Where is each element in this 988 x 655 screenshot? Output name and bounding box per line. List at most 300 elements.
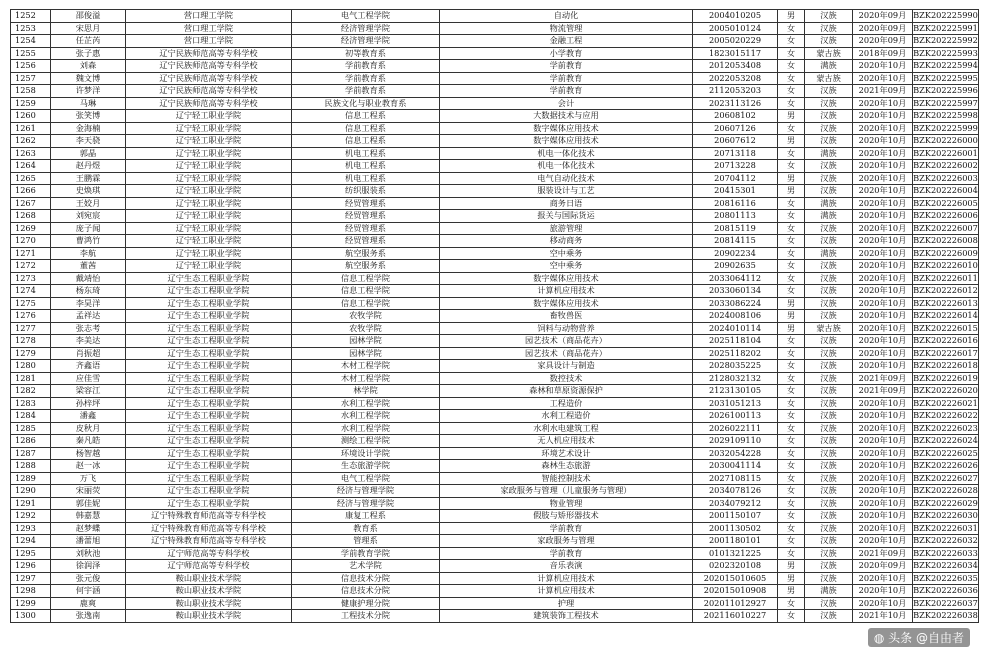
cell-enroll-date: 2020年10月 bbox=[853, 360, 913, 373]
cell-college: 经济与管理学院 bbox=[292, 485, 440, 498]
cell-enroll-date: 2020年10月 bbox=[853, 60, 913, 73]
cell-student-id: 2001180101 bbox=[693, 535, 778, 548]
cell-name: 张逸南 bbox=[51, 610, 126, 623]
table-row bbox=[11, 222, 979, 235]
cell-student-id: 202116010227 bbox=[693, 610, 778, 623]
cell-ethnicity: 满族 bbox=[805, 147, 853, 160]
cell-enroll-date: 2021年09月 bbox=[853, 547, 913, 560]
cell-gender: 女 bbox=[778, 260, 805, 273]
cell-school: 辽宁生态工程职业学院 bbox=[126, 360, 292, 373]
cell-ethnicity: 汉族 bbox=[805, 85, 853, 98]
cell-gender: 女 bbox=[778, 485, 805, 498]
cell-student-id: 2005010124 bbox=[693, 22, 778, 35]
cell-college: 初等教育系 bbox=[292, 47, 440, 60]
cell-enroll-date: 2021年09月 bbox=[853, 385, 913, 398]
cell-ethnicity: 蒙古族 bbox=[805, 322, 853, 335]
cell-code: BZK202226015 bbox=[913, 322, 978, 333]
cell-college: 航空服务系 bbox=[292, 260, 440, 273]
cell-code: BZK202226026 bbox=[913, 460, 978, 470]
cell-name: 庞子闻 bbox=[51, 222, 126, 235]
cell-gender: 女 bbox=[778, 435, 805, 448]
cell-gender: 女 bbox=[778, 22, 805, 35]
cell-school: 辽宁特殊教育师范高等专科学校 bbox=[126, 535, 292, 548]
cell-enroll-date: 2020年10月 bbox=[853, 210, 913, 223]
cell-ethnicity: 汉族 bbox=[805, 135, 853, 148]
cell-college: 艺术学院 bbox=[292, 560, 440, 573]
cell-name: 郭晶 bbox=[51, 147, 126, 160]
cell-major: 空中乘务 bbox=[440, 247, 693, 260]
cell-enroll-date: 2020年10月 bbox=[853, 222, 913, 235]
cell-gender: 女 bbox=[778, 497, 805, 510]
cell-major: 家具设计与制造 bbox=[440, 360, 693, 373]
cell-code: BZK202226012 bbox=[913, 285, 978, 295]
cell-gender: 女 bbox=[778, 522, 805, 535]
cell-gender: 男 bbox=[778, 110, 805, 123]
cell-college: 信息工程系 bbox=[292, 135, 440, 148]
cell-student-id: 2034078126 bbox=[693, 485, 778, 498]
cell-index: 1284 bbox=[11, 410, 51, 423]
cell-ethnicity: 汉族 bbox=[805, 335, 853, 348]
cell-code: BZK202226031 bbox=[913, 522, 978, 533]
cell-gender: 男 bbox=[778, 185, 805, 198]
cell-major: 移动商务 bbox=[440, 235, 693, 248]
cell-college: 测绘工程学院 bbox=[292, 435, 440, 448]
cell-college: 经贸管理系 bbox=[292, 197, 440, 210]
cell-student-id: 2025118202 bbox=[693, 347, 778, 360]
cell-school: 辽宁轻工职业学院 bbox=[126, 135, 292, 148]
table-row bbox=[11, 85, 979, 98]
table-row bbox=[11, 347, 979, 360]
cell-gender: 女 bbox=[778, 197, 805, 210]
cell-gender: 女 bbox=[778, 122, 805, 135]
cell-gender: 女 bbox=[778, 47, 805, 60]
cell-ethnicity: 汉族 bbox=[805, 410, 853, 423]
cell-index: 1272 bbox=[11, 260, 51, 273]
table-row bbox=[11, 47, 979, 60]
cell-student-id: 2026022111 bbox=[693, 422, 778, 435]
cell-index: 1267 bbox=[11, 197, 51, 210]
table-row bbox=[11, 97, 979, 110]
cell-index: 1291 bbox=[11, 497, 51, 510]
cell-index: 1282 bbox=[11, 385, 51, 398]
cell-student-id: 20608102 bbox=[693, 110, 778, 123]
cell-school: 辽宁生态工程职业学院 bbox=[126, 485, 292, 498]
cell-gender: 女 bbox=[778, 610, 805, 623]
cell-index: 1280 bbox=[11, 360, 51, 373]
cell-school: 辽宁生态工程职业学院 bbox=[126, 347, 292, 360]
cell-school: 辽宁轻工职业学院 bbox=[126, 222, 292, 235]
cell-college: 经济管理学院 bbox=[292, 35, 440, 48]
cell-code: BZK202225995 bbox=[913, 72, 978, 83]
cell-school: 辽宁民族师范高等专科学校 bbox=[126, 85, 292, 98]
cell-school: 辽宁师范高等专科学校 bbox=[126, 547, 292, 560]
cell-gender: 男 bbox=[778, 135, 805, 148]
table-row bbox=[11, 422, 979, 435]
cell-student-id: 202011012927 bbox=[693, 597, 778, 610]
cell-gender: 女 bbox=[778, 547, 805, 560]
cell-college: 信息工程学院 bbox=[292, 272, 440, 285]
cell-code: BZK202226006 bbox=[913, 210, 978, 220]
cell-ethnicity: 汉族 bbox=[805, 310, 853, 323]
cell-ethnicity: 汉族 bbox=[805, 385, 853, 398]
table-row bbox=[11, 172, 979, 185]
cell-major: 空中乘务 bbox=[440, 260, 693, 273]
cell-gender: 女 bbox=[778, 535, 805, 548]
cell-enroll-date: 2020年10月 bbox=[853, 322, 913, 335]
cell-school: 辽宁生态工程职业学院 bbox=[126, 297, 292, 310]
cell-college: 经济与管理学院 bbox=[292, 497, 440, 510]
cell-major: 家政服务与管理 bbox=[440, 535, 693, 548]
cell-index: 1294 bbox=[11, 535, 51, 548]
cell-school: 辽宁轻工职业学院 bbox=[126, 260, 292, 273]
cell-index: 1289 bbox=[11, 472, 51, 485]
cell-enroll-date: 2020年10月 bbox=[853, 535, 913, 548]
table-row bbox=[11, 547, 979, 560]
cell-school: 辽宁生态工程职业学院 bbox=[126, 385, 292, 398]
table-row bbox=[11, 297, 979, 310]
cell-name: 宋思月 bbox=[51, 22, 126, 35]
cell-index: 1276 bbox=[11, 310, 51, 323]
cell-index: 1264 bbox=[11, 160, 51, 173]
cell-name: 潘鑫 bbox=[51, 410, 126, 423]
cell-major: 机电一体化技术 bbox=[440, 147, 693, 160]
cell-major: 园艺技术（商品花卉） bbox=[440, 335, 693, 348]
cell-college: 园林学院 bbox=[292, 347, 440, 360]
cell-enroll-date: 2020年10月 bbox=[853, 335, 913, 348]
cell-name: 邵俊溢 bbox=[51, 10, 126, 23]
cell-enroll-date: 2020年09月 bbox=[853, 560, 913, 573]
cell-code: BZK202226017 bbox=[913, 347, 978, 358]
table-row bbox=[11, 160, 979, 173]
cell-college: 纺织服装系 bbox=[292, 185, 440, 198]
cell-gender: 女 bbox=[778, 347, 805, 360]
cell-gender: 女 bbox=[778, 60, 805, 73]
cell-ethnicity: 汉族 bbox=[805, 610, 853, 623]
cell-student-id: 2024008106 bbox=[693, 310, 778, 323]
cell-school: 辽宁轻工职业学院 bbox=[126, 160, 292, 173]
cell-enroll-date: 2020年10月 bbox=[853, 147, 913, 160]
cell-gender: 女 bbox=[778, 160, 805, 173]
cell-ethnicity: 汉族 bbox=[805, 122, 853, 135]
cell-school: 辽宁生态工程职业学院 bbox=[126, 372, 292, 385]
cell-student-id: 2023113126 bbox=[693, 97, 778, 110]
cell-major: 数字媒体应用技术 bbox=[440, 122, 693, 135]
table-row bbox=[11, 472, 979, 485]
table-row bbox=[11, 22, 979, 35]
cell-code: BZK202226021 bbox=[913, 397, 978, 408]
cell-school: 营口理工学院 bbox=[126, 10, 292, 23]
cell-student-id: 2022053208 bbox=[693, 72, 778, 85]
cell-name: 徐润泽 bbox=[51, 560, 126, 573]
cell-student-id: 20902234 bbox=[693, 247, 778, 260]
cell-index: 1299 bbox=[11, 597, 51, 610]
cell-name: 张志考 bbox=[51, 322, 126, 335]
cell-code: BZK202226030 bbox=[913, 510, 978, 520]
cell-student-id: 2112053203 bbox=[693, 85, 778, 98]
cell-college: 学前教育系 bbox=[292, 72, 440, 85]
cell-gender: 女 bbox=[778, 422, 805, 435]
cell-college: 电气工程学院 bbox=[292, 472, 440, 485]
cell-gender: 男 bbox=[778, 572, 805, 585]
cell-code: BZK202226022 bbox=[913, 410, 978, 420]
cell-school: 辽宁民族师范高等专科学校 bbox=[126, 97, 292, 110]
cell-code: BZK202226011 bbox=[913, 272, 978, 283]
cell-index: 1254 bbox=[11, 35, 51, 48]
cell-name: 梁容江 bbox=[51, 385, 126, 398]
cell-major: 建筑装饰工程技术 bbox=[440, 610, 693, 623]
cell-school: 辽宁生态工程职业学院 bbox=[126, 422, 292, 435]
cell-gender: 女 bbox=[778, 35, 805, 48]
table-row bbox=[11, 185, 979, 198]
cell-gender: 女 bbox=[778, 460, 805, 473]
table-row bbox=[11, 60, 979, 73]
cell-major: 数控技术 bbox=[440, 372, 693, 385]
cell-student-id: 2033086224 bbox=[693, 297, 778, 310]
cell-school: 营口理工学院 bbox=[126, 35, 292, 48]
cell-enroll-date: 2020年10月 bbox=[853, 597, 913, 610]
cell-ethnicity: 满族 bbox=[805, 210, 853, 223]
cell-gender: 女 bbox=[778, 372, 805, 385]
cell-school: 辽宁轻工职业学院 bbox=[126, 210, 292, 223]
cell-student-id: 20415301 bbox=[693, 185, 778, 198]
cell-enroll-date: 2020年10月 bbox=[853, 572, 913, 585]
cell-major: 音乐表演 bbox=[440, 560, 693, 573]
cell-ethnicity: 汉族 bbox=[805, 497, 853, 510]
cell-major: 报关与国际货运 bbox=[440, 210, 693, 223]
table-row bbox=[11, 535, 979, 548]
cell-college: 木材工程学院 bbox=[292, 360, 440, 373]
cell-school: 辽宁生态工程职业学院 bbox=[126, 497, 292, 510]
cell-college: 电气工程学院 bbox=[292, 10, 440, 23]
cell-enroll-date: 2020年10月 bbox=[853, 435, 913, 448]
cell-index: 1279 bbox=[11, 347, 51, 360]
cell-code: BZK202225997 bbox=[913, 97, 978, 108]
cell-ethnicity: 汉族 bbox=[805, 435, 853, 448]
cell-college: 机电工程系 bbox=[292, 172, 440, 185]
cell-name: 李航 bbox=[51, 247, 126, 260]
cell-school: 辽宁生态工程职业学院 bbox=[126, 335, 292, 348]
cell-index: 1292 bbox=[11, 510, 51, 523]
table-row bbox=[11, 122, 979, 135]
table-row bbox=[11, 585, 979, 598]
cell-code: BZK202225998 bbox=[913, 110, 978, 120]
cell-gender: 男 bbox=[778, 172, 805, 185]
cell-college: 林学院 bbox=[292, 385, 440, 398]
cell-ethnicity: 汉族 bbox=[805, 485, 853, 498]
cell-major: 环境艺术设计 bbox=[440, 447, 693, 460]
cell-college: 信息工程学院 bbox=[292, 297, 440, 310]
cell-index: 1286 bbox=[11, 435, 51, 448]
watermark bbox=[868, 628, 970, 647]
cell-enroll-date: 2020年10月 bbox=[853, 197, 913, 210]
table-row bbox=[11, 385, 979, 398]
cell-major: 工程造价 bbox=[440, 397, 693, 410]
cell-index: 1290 bbox=[11, 485, 51, 498]
cell-index: 1298 bbox=[11, 585, 51, 598]
cell-index: 1293 bbox=[11, 522, 51, 535]
table-row bbox=[11, 610, 979, 623]
cell-major: 森林和草原资源保护 bbox=[440, 385, 693, 398]
cell-enroll-date: 2020年10月 bbox=[853, 247, 913, 260]
table-row bbox=[11, 147, 979, 160]
cell-code: BZK202226001 bbox=[913, 147, 978, 158]
cell-code: BZK202226035 bbox=[913, 572, 978, 583]
cell-major: 计算机应用技术 bbox=[440, 585, 693, 598]
cell-school: 辽宁轻工职业学院 bbox=[126, 172, 292, 185]
cell-school: 辽宁轻工职业学院 bbox=[126, 197, 292, 210]
cell-ethnicity: 汉族 bbox=[805, 222, 853, 235]
cell-student-id: 202015010908 bbox=[693, 585, 778, 598]
watermark-text: 头条 @自由者 bbox=[888, 631, 964, 645]
cell-student-id: 20704112 bbox=[693, 172, 778, 185]
cell-name: 史焕琪 bbox=[51, 185, 126, 198]
cell-college: 信息工程学院 bbox=[292, 285, 440, 298]
cell-index: 1296 bbox=[11, 560, 51, 573]
cell-college: 生态旅游学院 bbox=[292, 460, 440, 473]
cell-index: 1261 bbox=[11, 122, 51, 135]
cell-major: 物流管理 bbox=[440, 22, 693, 35]
cell-major: 会计 bbox=[440, 97, 693, 110]
cell-college: 农牧学院 bbox=[292, 322, 440, 335]
cell-index: 1252 bbox=[11, 10, 51, 23]
cell-index: 1268 bbox=[11, 210, 51, 223]
cell-index: 1273 bbox=[11, 272, 51, 285]
cell-school: 辽宁民族师范高等专科学校 bbox=[126, 72, 292, 85]
cell-school: 辽宁生态工程职业学院 bbox=[126, 310, 292, 323]
cell-gender: 女 bbox=[778, 510, 805, 523]
cell-college: 水利工程学院 bbox=[292, 422, 440, 435]
cell-enroll-date: 2020年10月 bbox=[853, 110, 913, 123]
cell-index: 1288 bbox=[11, 460, 51, 473]
cell-enroll-date: 2020年10月 bbox=[853, 410, 913, 423]
cell-enroll-date: 2020年10月 bbox=[853, 422, 913, 435]
cell-code: BZK202226004 bbox=[913, 185, 978, 195]
cell-student-id: 2032054228 bbox=[693, 447, 778, 460]
watermark-logo-icon: ◍ bbox=[873, 631, 885, 645]
cell-ethnicity: 蒙古族 bbox=[805, 47, 853, 60]
cell-school: 辽宁轻工职业学院 bbox=[126, 185, 292, 198]
cell-name: 赵丹煜 bbox=[51, 160, 126, 173]
cell-school: 辽宁轻工职业学院 bbox=[126, 122, 292, 135]
cell-major: 小学教育 bbox=[440, 47, 693, 60]
cell-college: 航空服务系 bbox=[292, 247, 440, 260]
cell-school: 鞍山职业技术学院 bbox=[126, 585, 292, 598]
cell-gender: 女 bbox=[778, 97, 805, 110]
cell-gender: 女 bbox=[778, 597, 805, 610]
cell-index: 1269 bbox=[11, 222, 51, 235]
cell-school: 辽宁特殊教育师范高等专科学校 bbox=[126, 510, 292, 523]
cell-major: 园艺技术（商品花卉） bbox=[440, 347, 693, 360]
cell-ethnicity: 汉族 bbox=[805, 110, 853, 123]
cell-enroll-date: 2020年10月 bbox=[853, 297, 913, 310]
table-row bbox=[11, 322, 979, 335]
cell-gender: 男 bbox=[778, 585, 805, 598]
cell-school: 辽宁生态工程职业学院 bbox=[126, 397, 292, 410]
cell-index: 1278 bbox=[11, 335, 51, 348]
cell-code: BZK202226010 bbox=[913, 260, 978, 270]
table-row bbox=[11, 135, 979, 148]
cell-enroll-date: 2020年10月 bbox=[853, 185, 913, 198]
cell-college: 园林学院 bbox=[292, 335, 440, 348]
table-row bbox=[11, 310, 979, 323]
cell-enroll-date: 2020年10月 bbox=[853, 160, 913, 173]
table-row bbox=[11, 560, 979, 573]
cell-major: 大数据技术与应用 bbox=[440, 110, 693, 123]
cell-code: BZK202225991 bbox=[913, 22, 978, 33]
cell-major: 数字媒体应用技术 bbox=[440, 297, 693, 310]
cell-gender: 女 bbox=[778, 222, 805, 235]
cell-school: 辽宁轻工职业学院 bbox=[126, 247, 292, 260]
cell-code: BZK202226029 bbox=[913, 497, 978, 508]
cell-gender: 女 bbox=[778, 447, 805, 460]
cell-name: 李昊洋 bbox=[51, 297, 126, 310]
cell-code: BZK202225999 bbox=[913, 122, 978, 133]
cell-gender: 男 bbox=[778, 10, 805, 23]
cell-name: 刘森 bbox=[51, 60, 126, 73]
cell-index: 1277 bbox=[11, 322, 51, 335]
cell-code: BZK202226028 bbox=[913, 485, 978, 495]
cell-code: BZK202226038 bbox=[913, 610, 978, 620]
cell-college: 经贸管理系 bbox=[292, 235, 440, 248]
cell-gender: 男 bbox=[778, 310, 805, 323]
cell-enroll-date: 2020年09月 bbox=[853, 22, 913, 35]
cell-ethnicity: 汉族 bbox=[805, 460, 853, 473]
cell-name: 潘蕾旭 bbox=[51, 535, 126, 548]
cell-name: 许梦洋 bbox=[51, 85, 126, 98]
cell-college: 健康护理分院 bbox=[292, 597, 440, 610]
cell-student-id: 202015010605 bbox=[693, 572, 778, 585]
cell-enroll-date: 2020年10月 bbox=[853, 460, 913, 473]
cell-major: 水利工程造价 bbox=[440, 410, 693, 423]
cell-ethnicity: 汉族 bbox=[805, 360, 853, 373]
cell-major: 畜牧兽医 bbox=[440, 310, 693, 323]
cell-college: 信息技术分院 bbox=[292, 572, 440, 585]
cell-enroll-date: 2020年10月 bbox=[853, 135, 913, 148]
cell-college: 民族文化与职业教育系 bbox=[292, 97, 440, 110]
cell-enroll-date: 2018年09月 bbox=[853, 47, 913, 60]
cell-college: 农牧学院 bbox=[292, 310, 440, 323]
cell-ethnicity: 汉族 bbox=[805, 285, 853, 298]
cell-name: 鹿爽 bbox=[51, 597, 126, 610]
cell-major: 无人机应用技术 bbox=[440, 435, 693, 448]
cell-code: BZK202226019 bbox=[913, 372, 978, 383]
cell-gender: 男 bbox=[778, 322, 805, 335]
cell-name: 王鹏霖 bbox=[51, 172, 126, 185]
cell-school: 辽宁生态工程职业学院 bbox=[126, 472, 292, 485]
cell-name: 王姣月 bbox=[51, 197, 126, 210]
cell-gender: 女 bbox=[778, 210, 805, 223]
cell-student-id: 20713118 bbox=[693, 147, 778, 160]
cell-enroll-date: 2020年10月 bbox=[853, 347, 913, 360]
cell-index: 1300 bbox=[11, 610, 51, 623]
cell-student-id: 2030041114 bbox=[693, 460, 778, 473]
cell-student-id: 2031051213 bbox=[693, 397, 778, 410]
cell-name: 万飞 bbox=[51, 472, 126, 485]
cell-name: 刘秋池 bbox=[51, 547, 126, 560]
cell-name: 马琳 bbox=[51, 97, 126, 110]
cell-ethnicity: 汉族 bbox=[805, 522, 853, 535]
cell-school: 辽宁民族师范高等专科学校 bbox=[126, 60, 292, 73]
cell-college: 水利工程学院 bbox=[292, 410, 440, 423]
cell-ethnicity: 汉族 bbox=[805, 97, 853, 110]
cell-school: 辽宁轻工职业学院 bbox=[126, 147, 292, 160]
cell-college: 学前教育学院 bbox=[292, 547, 440, 560]
cell-ethnicity: 汉族 bbox=[805, 260, 853, 273]
cell-enroll-date: 2020年10月 bbox=[853, 585, 913, 598]
cell-student-id: 2004010205 bbox=[693, 10, 778, 23]
cell-student-id: 2005020229 bbox=[693, 35, 778, 48]
table-row bbox=[11, 110, 979, 123]
